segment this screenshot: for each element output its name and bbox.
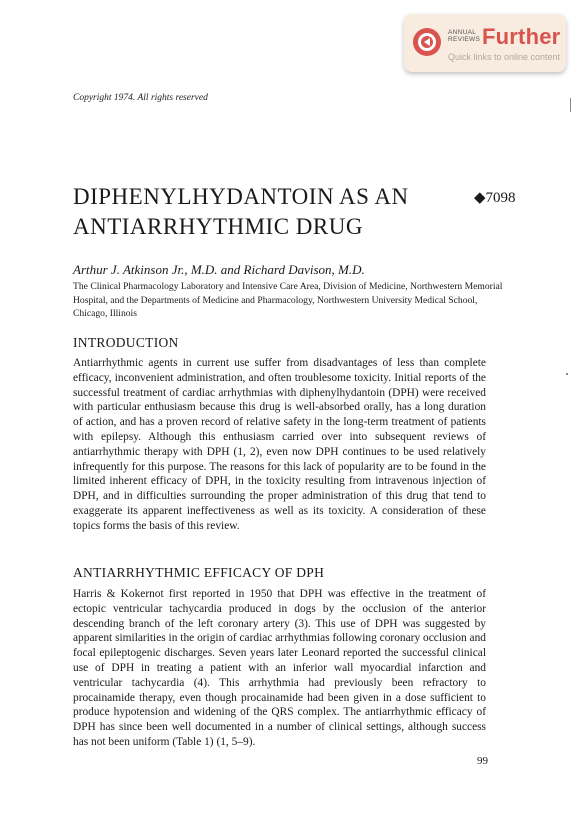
annual-reviews-line-1: ANNUAL (448, 29, 477, 36)
badge-tagline: Quick links to online content (448, 52, 561, 62)
authors: Arthur J. Atkinson Jr., M.D. and Richard Davison, M.D. (73, 262, 365, 277)
article-title: DIPHENYLHYDANTOIN AS AN ANTIARRHYTHMIC DRUG (73, 184, 409, 239)
page-number: 99 (477, 755, 488, 767)
annual-reviews-logo-icon (412, 27, 442, 57)
margin-mark (570, 98, 571, 112)
further-badge[interactable] (404, 14, 566, 72)
margin-dot (566, 373, 568, 375)
annual-reviews-label (448, 29, 480, 43)
further-label: Further (482, 24, 561, 49)
section-body-efficacy: Harris & Kokernot first reported in 1950 that DPH was effective in the treatment of ectopic ventricular tachycardia produced in dogs by the occlusion of the anterior descending branch of the left coronary artery (3). This use of DPH was suggested by apparent similarities in the origin of cardiac arrhythmias following coronary occlusion and focal epileptogenic discharges. Seven years later Leonard reported the successful clinical use of DPH in treating a patient with an inferior wall myocardial infarction and ventricular tachycardia (4). This arrhythmia had previously been refractory to procainamide therapy, even though procainamide had been given in a dose sufficient to produce hypotension and widening of the QRS complex. The antiarrhythmic efficacy of DPH has since been well documented in a number of clinical settings, although success has not been uniform (Table 1) (1, 5–9). (73, 588, 486, 748)
annual-reviews-line-2: REVIEWS (448, 36, 481, 43)
copyright-notice: Copyright 1974. All rights reserved (73, 93, 208, 103)
section-heading-efficacy: ANTIARRHYTHMIC EFFICACY OF DPH (73, 565, 325, 580)
section-heading-introduction: INTRODUCTION (73, 335, 179, 350)
section-body-introduction: Antiarrhythmic agents in current use suffer from disadvantages of less than complete efficacy, inconvenient administration, and often troublesome toxicity. Initial reports of the successful treatment of cardiac arrhythmias with diphenylhydantoin (DPH) were received with particular enthusiasm because this drug is well-absorbed orally, has a long duration of action, and has a proven record of relative safety in the long-term treatment of patients with epilepsy. Although this enthusiasm carried over into subsequent reviews of antiarrhythmic therapy with DPH (1, 2), even now DPH continues to be used relatively infrequently for this purpose. The reasons for this lack of popularity are to be found in the limited inherent efficacy of DPH, in the toxicity resulting from intravenous injection of DPH, and in difficulties surrounding the proper administration of this drug that tend to exaggerate its apparent ineffectiveness as well as its toxicity. A consideration of these topics forms the basis of this review. (73, 357, 486, 532)
article-code: ◆7098 (474, 190, 516, 206)
affiliation: The Clinical Pharmacology Laboratory and Intensive Care Area, Division of Medicine, Northwestern Memorial Hospital, and the Departments of Medicine and Pharmacology, Northwestern University Medical School, Chicago, Illinois (73, 281, 503, 319)
